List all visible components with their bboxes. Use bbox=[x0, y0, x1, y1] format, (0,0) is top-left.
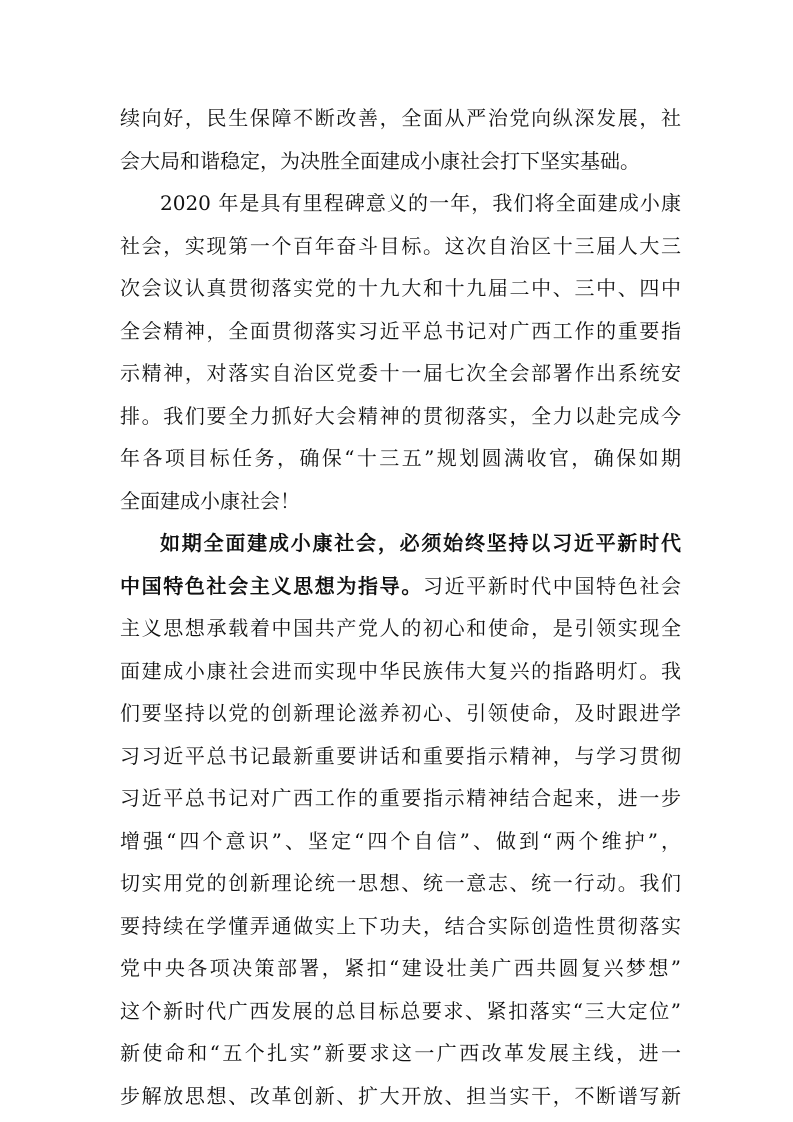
text-line: 年各项目标任务，确保“十三五”规划圆满收官，确保如期 bbox=[120, 446, 681, 470]
text-line: 次会议认真贯彻落实党的十九大和十九届二中、三中、四中 bbox=[120, 276, 681, 300]
text-line: 习习近平总书记最新重要讲话和重要指示精神，与学习贯彻 bbox=[120, 743, 681, 768]
text-line: 会大局和谐稳定，为决胜全面建成小康社会打下坚实基础。 bbox=[120, 148, 640, 173]
paragraph-2 bbox=[120, 182, 681, 522]
text-line: 2020 年是具有里程碑意义的一年，我们将全面建成小康 bbox=[160, 191, 681, 215]
text-line: 全面建成小康社会！ bbox=[120, 488, 300, 513]
text-line: 步解放思想、改革创新、扩大开放、担当实干，不断谱写新 bbox=[120, 1083, 681, 1108]
text-span: 习近平新时代中国特色社会 bbox=[422, 573, 682, 598]
text-line: 主义思想承载着中国共产党人的初心和使命，是引领实现全 bbox=[120, 616, 681, 640]
text-line: 这个新时代广西发展的总目标总要求、紧扣落实“三大定位” bbox=[120, 998, 681, 1023]
text-line: 们要坚持以党的创新理论滋养初心、引领使命，及时跟进学 bbox=[120, 701, 681, 725]
text-line: 切实用党的创新理论统一思想、统一意志、统一行动。我们 bbox=[120, 871, 681, 895]
text-line: 要持续在学懂弄通做实上下功夫，结合实际创造性贯彻落实 bbox=[120, 913, 681, 938]
bold-heading-line: 如期全面建成小康社会，必须始终坚持以习近平新时代 bbox=[160, 531, 681, 555]
text-line: 增强“四个意识”、坚定“四个自信”、做到“两个维护”， bbox=[120, 828, 681, 853]
text-line bbox=[120, 565, 681, 608]
text-line: 面建成小康社会进而实现中华民族伟大复兴的指路明灯。我 bbox=[120, 658, 681, 683]
text-line: 续向好，民生保障不断改善，全面从严治党向纵深发展，社 bbox=[120, 106, 681, 130]
document-page bbox=[120, 97, 681, 1117]
text-line: 示精神，对落实自治区党委十一届七次全会部署作出系统安 bbox=[120, 361, 681, 385]
paragraph-1 bbox=[120, 97, 681, 182]
paragraph-3 bbox=[120, 522, 681, 1117]
text-line: 全会精神，全面贯彻落实习近平总书记对广西工作的重要指 bbox=[120, 318, 681, 343]
text-line: 排。我们要全力抓好大会精神的贯彻落实，全力以赴完成今 bbox=[120, 403, 681, 428]
text-line: 习近平总书记对广西工作的重要指示精神结合起来，进一步 bbox=[120, 786, 681, 810]
text-line: 党中央各项决策部署，紧扣“建设壮美广西共圆复兴梦想” bbox=[120, 956, 681, 980]
bold-heading-text: 中国特色社会主义思想为指导。 bbox=[120, 573, 423, 598]
text-line: 新使命和“五个扎实”新要求这一广西改革发展主线，进一 bbox=[120, 1041, 681, 1065]
text-line: 社会，实现第一个百年奋斗目标。这次自治区十三届人大三 bbox=[120, 233, 681, 258]
